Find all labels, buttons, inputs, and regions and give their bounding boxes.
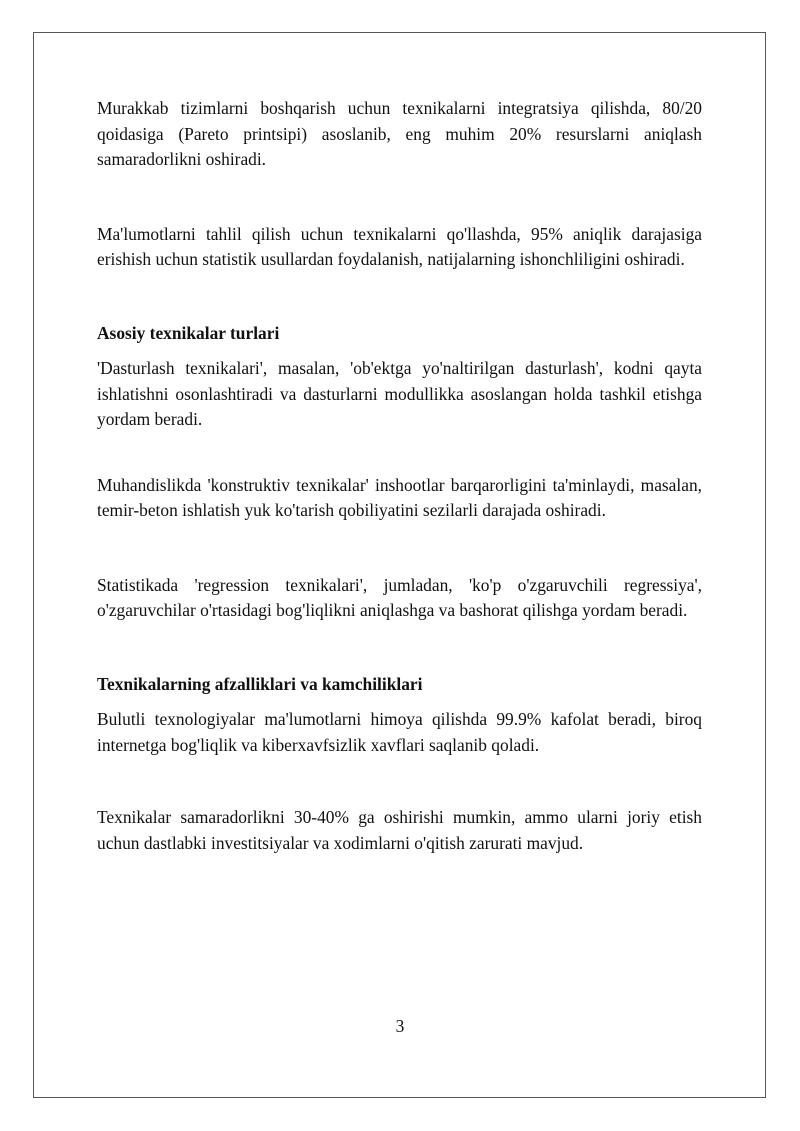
paragraph: Ma'lumotlarni tahlil qilish uchun texnikalarni qo'llashda, 95% aniqlik darajasiga erishish uchun statistik usullardan foydalanish, natijalarning ishonchliligini oshiradi. [97,223,702,269]
paragraph: 'Dasturlash texnikalari', masalan, 'ob'ektga yo'naltirilgan dasturlash', kodni qayta ishlatishni osonlashtiradi va dasturlarni modullikka asoslangan holda tashkil etishga yordam beradi. [97,358,702,429]
page-number: 3 [395,1016,405,1036]
paragraph: Statistikada 'regression texnikalari', jumladan, 'ko'p o'zgaruvchili regressiya', o'zgaruvchilar o'rtasidagi bog'liqlikni aniqlashga va bashorat qilishga yordam beradi. [97,574,702,620]
paragraph: Texnikalar samaradorlikni 30-40% ga oshirishi mumkin, ammo ularni joriy etish uchun dastlabki investitsiyalar va xodimlarni o'qitish zarurati mavjud. [97,807,702,853]
section-heading: Texnikalarning afzalliklari va kamchiliklari [97,673,423,694]
paragraph: Muhandislikda 'konstruktiv texnikalar' inshootlar barqarorligini ta'minlaydi, masalan, temir-beton ishlatish yuk ko'tarish qobiliyatini sezilarli darajada oshiradi. [97,474,702,520]
section-heading: Asosiy texnikalar turlari [97,322,280,343]
paragraph: Murakkab tizimlarni boshqarish uchun texnikalarni integratsiya qilishda, 80/20 qoidasiga (Pareto printsipi) asoslanib, eng muhim 20% resurslarni aniqlash samaradorlikni oshiradi. [97,98,702,169]
document-body [97,96,702,856]
paragraph: Bulutli texnologiyalar ma'lumotlarni himoya qilishda 99.9% kafolat beradi, biroq internetga bog'liqlik va kiberxavfsizlik xavflari saqlanib qoladi. [97,709,702,755]
